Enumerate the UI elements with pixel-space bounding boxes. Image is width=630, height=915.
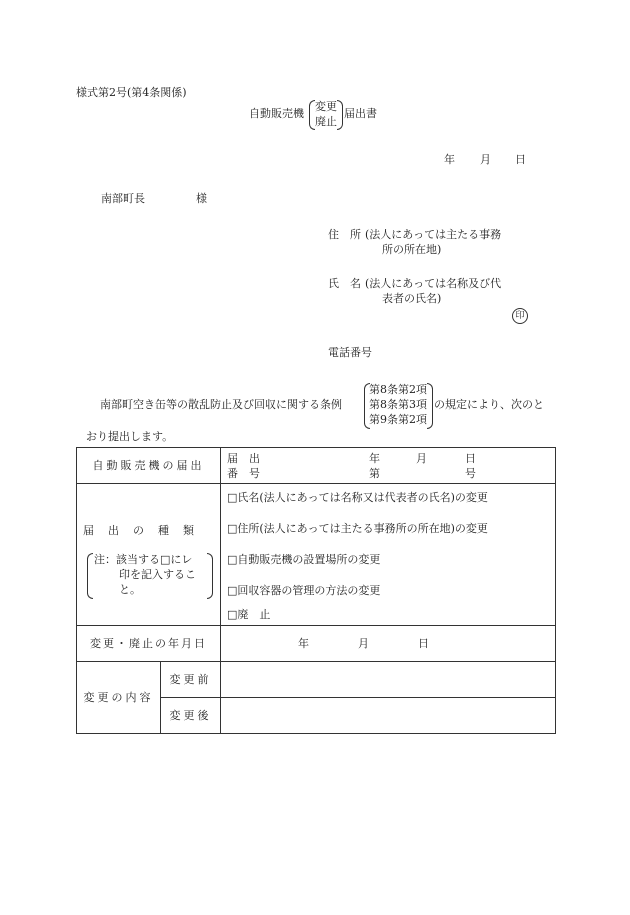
change-before-label: 変更前: [161, 662, 221, 698]
date-day: 日: [515, 153, 526, 166]
addressee-honorific: 様: [196, 192, 207, 205]
type-option-name-change[interactable]: □氏名(法人にあっては名称又は代表者の氏名)の変更: [227, 490, 488, 504]
row-change-date: [77, 626, 556, 662]
type-option-location-change[interactable]: □自動販売機の設置場所の変更: [227, 552, 381, 566]
bango-label: 番 号: [227, 466, 260, 480]
addressee-name: 南部町長: [101, 192, 145, 205]
phone-label: 電話番号: [328, 346, 372, 359]
row-notification-type: [77, 484, 556, 626]
address-label: 住 所: [328, 228, 361, 241]
name-note-1: (法人にあっては名称及び代: [365, 277, 502, 290]
row2-note-1: 注：該当する□にレ: [94, 552, 193, 566]
change-after-cell[interactable]: [221, 698, 556, 734]
row4-label: 変更の内容: [77, 662, 161, 734]
type-option-abolish[interactable]: □廃 止: [227, 607, 271, 621]
title-option-abolish: 廃止: [315, 115, 337, 128]
article-1: 第8条第2項: [369, 383, 427, 396]
row2-note-3: と。: [119, 582, 141, 596]
row3-year: 年: [298, 636, 309, 650]
article-2: 第8条第3項: [369, 398, 427, 411]
row1-go: 号: [465, 466, 476, 480]
title-prefix: 自動販売機: [249, 107, 304, 120]
row-notification-number: [77, 448, 556, 484]
form-number: 様式第2号(第4条関係): [76, 86, 187, 99]
address-note-1: (法人にあっては主たる事務: [365, 228, 502, 241]
seal-mark: 印: [512, 308, 528, 324]
date-month: 月: [480, 153, 491, 166]
article-brace-right: [427, 383, 433, 429]
note-brace-right: [207, 553, 213, 599]
type-option-address-change[interactable]: □住所(法人にあっては主たる事務所の所在地)の変更: [227, 521, 488, 535]
row2-label: 届出の種類: [83, 523, 208, 537]
name-note-2: 表者の氏名): [382, 292, 442, 305]
article-3: 第9条第2項: [369, 413, 427, 426]
notification-number-cell[interactable]: [221, 448, 556, 484]
todoke-label: 届 出: [227, 451, 260, 465]
date-year: 年: [444, 153, 455, 166]
body-text-after: の規定により、次のと: [434, 398, 544, 411]
type-options-cell: [221, 484, 556, 626]
change-before-cell[interactable]: [221, 662, 556, 698]
row-change-before: [77, 662, 556, 698]
title-brace-right: [337, 100, 343, 130]
row3-month: 月: [358, 636, 369, 650]
row1-month: 月: [416, 451, 427, 465]
change-date-cell[interactable]: [221, 626, 556, 662]
address-note-2: 所の所在地): [382, 243, 442, 256]
title-suffix: 届出書: [344, 107, 377, 120]
body-text-line2: おり提出します。: [86, 430, 174, 443]
notification-table: [76, 447, 556, 734]
name-label: 氏 名: [328, 277, 361, 290]
change-after-label: 変更後: [161, 698, 221, 734]
row1-year: 年: [369, 451, 380, 465]
title-option-change: 変更: [315, 100, 337, 113]
row1-day: 日: [465, 451, 476, 465]
row3-label: 変更・廃止の年月日: [77, 626, 221, 662]
row1-dai: 第: [369, 466, 380, 480]
body-text-before: 南部町空き缶等の散乱防止及び回収に関する条例: [100, 398, 342, 411]
note-brace-left: [87, 553, 93, 599]
row2-label-cell: [77, 484, 221, 626]
row3-day: 日: [418, 636, 429, 650]
row1-label: 自動販売機の届出: [77, 448, 221, 484]
row2-note-2: 印を記入するこ: [119, 567, 196, 581]
type-option-container-change[interactable]: □回収容器の管理の方法の変更: [227, 583, 381, 597]
